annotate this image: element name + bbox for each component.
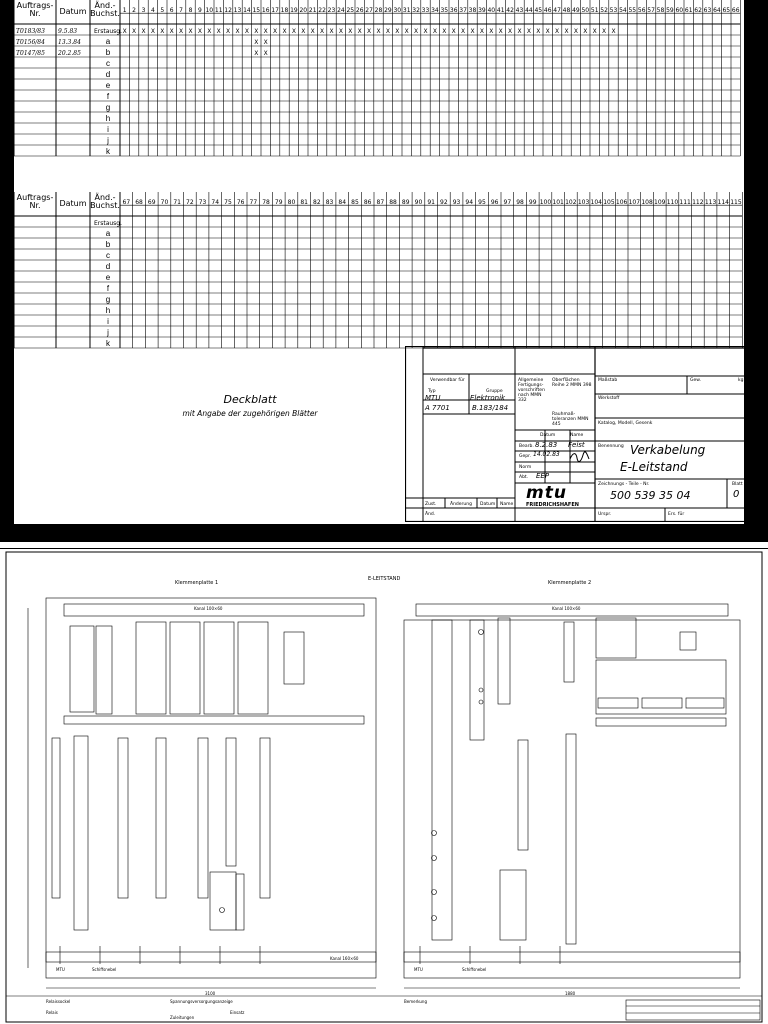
revision-mark: X — [291, 28, 296, 35]
column-number: 40 — [487, 7, 496, 14]
column-number: 71 — [173, 199, 181, 206]
revision-mark: X — [526, 28, 531, 35]
abt-label: Abt. — [519, 475, 529, 480]
dimension-right: 1880 — [565, 991, 576, 996]
column-number: 45 — [534, 7, 543, 14]
datum-col-label: Datum — [540, 433, 556, 438]
column-number: 109 — [654, 199, 666, 206]
scan-border-right — [748, 0, 768, 542]
revision-mark: X — [132, 28, 137, 35]
revision-mark: X — [310, 28, 315, 35]
column-number: 54 — [619, 7, 627, 14]
column-number: 102 — [565, 199, 577, 206]
footnote-1: Relaissockel — [46, 999, 71, 1004]
column-number: 106 — [615, 199, 628, 206]
column-number: 29 — [384, 7, 392, 14]
column-number: 6 — [169, 7, 174, 14]
norm-label: Norm — [519, 465, 532, 470]
revision-mark: X — [263, 28, 268, 35]
column-number: 44 — [525, 7, 533, 14]
column-number: 53 — [609, 7, 618, 14]
column-number: 18 — [280, 7, 289, 14]
revision-mark: X — [367, 28, 372, 35]
column-number: 85 — [351, 199, 359, 206]
column-number: 38 — [468, 7, 477, 14]
column-number: 58 — [656, 7, 665, 14]
revision-mark: X — [423, 28, 428, 35]
column-number: 8 — [188, 7, 193, 14]
column-number: 97 — [503, 199, 512, 206]
column-number: 36 — [449, 7, 458, 14]
header-aend: Änd.- — [94, 1, 116, 10]
row-letter: e — [105, 81, 111, 90]
column-number: 96 — [490, 199, 499, 206]
column-number: 88 — [389, 199, 397, 206]
column-number: 25 — [346, 7, 355, 14]
column-number: 81 — [300, 199, 308, 206]
schiff-label-1: Schiffsnebel — [92, 967, 117, 972]
schiff-label-2: Schiffsnebel — [462, 967, 487, 972]
column-number: 107 — [628, 199, 641, 206]
blatt-value: 0 — [733, 489, 740, 500]
verwendbar-fuer-label: Verwendbar für — [430, 378, 465, 383]
revision-mark: X — [301, 28, 306, 35]
column-number: 63 — [703, 7, 712, 14]
row-letter: j — [107, 136, 109, 145]
header-aend: Änd.- — [94, 193, 116, 202]
wiring-layout-drawing — [0, 548, 768, 1024]
revision-mark: X — [282, 28, 287, 35]
column-number: 17 — [271, 7, 279, 14]
column-number: 113 — [704, 199, 717, 206]
auftrag-number: T0147/85 — [16, 50, 45, 57]
revision-mark: X — [226, 28, 231, 35]
header-nr: Nr. — [29, 9, 41, 18]
column-number: 47 — [553, 7, 561, 14]
revision-mark: X — [508, 28, 513, 35]
column-number: 1 — [122, 7, 127, 14]
benennung-line-1: Verkabelung — [630, 443, 706, 457]
row-letter: c — [106, 59, 110, 68]
revision-mark: X — [451, 28, 456, 35]
header-buchst: Buchst. — [90, 9, 120, 18]
column-number: 11 — [214, 7, 223, 14]
column-number: 104 — [590, 199, 602, 206]
auftrag-date: 20.2.85 — [58, 50, 81, 57]
column-number: 56 — [637, 7, 646, 14]
revision-mark: X — [583, 28, 588, 35]
revision-mark: X — [329, 28, 334, 35]
row-letter: i — [107, 317, 109, 326]
column-number: 90 — [414, 199, 423, 206]
column-number: 86 — [363, 199, 372, 206]
revision-mark: X — [592, 28, 597, 35]
column-number: 103 — [577, 199, 590, 206]
column-number: 87 — [376, 199, 385, 206]
footnote-6: Bemerkung — [404, 999, 428, 1004]
column-number: 12 — [224, 7, 232, 14]
datum-footer-label: Datum — [480, 502, 496, 507]
name-col-label: Name — [570, 433, 584, 438]
column-number: 61 — [684, 7, 693, 14]
auftrag-date: 9.5.83 — [58, 28, 78, 35]
column-number: 72 — [186, 199, 194, 206]
column-number: 59 — [666, 7, 674, 14]
werkstoff-label: Werkstoff — [598, 396, 620, 401]
column-number: 62 — [694, 7, 702, 14]
row-letter: d — [105, 262, 111, 271]
column-number: 13 — [233, 7, 242, 14]
deckblatt-subtitle: mit Angabe der zugehörigen Blätter — [182, 409, 318, 418]
column-number: 98 — [516, 199, 524, 206]
column-number: 110 — [666, 199, 679, 206]
revision-mark: X — [376, 28, 381, 35]
column-number: 22 — [318, 7, 326, 14]
column-number: 5 — [160, 7, 165, 14]
zust-label: Zust. — [425, 502, 437, 507]
column-number: 115 — [730, 199, 742, 206]
column-number: 28 — [374, 7, 383, 14]
column-number: 16 — [261, 7, 270, 14]
allgemeine-label: Allgemeine Fertigungs- vorschriften nach MMN 332 — [518, 378, 545, 403]
column-number: 21 — [308, 7, 317, 14]
revision-mark: X — [611, 28, 616, 35]
column-number: 51 — [590, 7, 599, 14]
column-number: 43 — [515, 7, 524, 14]
row-letter: d — [105, 70, 111, 79]
column-number: 32 — [412, 7, 420, 14]
revision-mark: X — [517, 28, 522, 35]
column-number: 31 — [402, 7, 411, 14]
row-letter: b — [105, 48, 111, 57]
revision-mark: X — [188, 28, 193, 35]
footnote-5: Zuleitungen — [170, 1015, 195, 1020]
row-letter: h — [105, 306, 111, 315]
revision-mark: X — [470, 28, 475, 35]
revision-mark: X — [479, 28, 484, 35]
auftrag-number: T0156/84 — [16, 39, 45, 46]
revision-table-lower — [14, 192, 748, 352]
gruppe-value: Elektronik — [470, 394, 506, 402]
revision-mark: X — [254, 28, 259, 35]
column-number: 91 — [427, 199, 435, 206]
row-letter: h — [105, 114, 111, 123]
panel-title-left: Klemmenplatte 1 — [175, 580, 219, 586]
column-number: 30 — [393, 7, 402, 14]
column-number: 82 — [313, 199, 321, 206]
header-datum: Datum — [59, 7, 87, 16]
column-number: 33 — [421, 7, 430, 14]
panel-title-right: Klemmenplatte 2 — [548, 580, 592, 586]
column-number: 39 — [478, 7, 486, 14]
benennung-line-2: E-Leitstand — [620, 460, 688, 474]
column-number: 64 — [713, 7, 721, 14]
mtu-logo-subtext: FRIEDRICHSHAFEN — [526, 502, 579, 508]
revision-mark: X — [150, 28, 155, 35]
aenderung-label: Änderung — [450, 502, 472, 507]
gewicht-label: Gew. — [690, 378, 701, 383]
massstab-label: Maßstab — [598, 378, 618, 383]
column-number: 73 — [198, 199, 207, 206]
column-number: 105 — [603, 199, 615, 206]
revision-mark: X — [573, 28, 578, 35]
mtu-label-1: MTU — [56, 967, 65, 972]
column-number: 37 — [459, 7, 467, 14]
revision-mark: X — [216, 28, 221, 35]
zeichnungs-label: Zeichnungs - Teile - Nr. — [598, 482, 650, 487]
revision-mark: X — [414, 28, 419, 35]
revision-mark: X — [141, 28, 146, 35]
row-letter: a — [105, 229, 111, 238]
column-number: 70 — [160, 199, 169, 206]
name-footer-label: Name — [500, 502, 514, 507]
abt-value: EEP — [536, 472, 550, 480]
revision-mark: X — [179, 28, 184, 35]
column-number: 10 — [205, 7, 214, 14]
column-number: 99 — [528, 199, 537, 206]
aend-footer-label: Änd. — [425, 512, 436, 517]
revision-mark: X — [254, 39, 259, 46]
revision-mark: X — [432, 28, 437, 35]
benennung-label: Benennung — [598, 444, 624, 449]
row-letter: c — [106, 251, 110, 260]
column-number: 60 — [675, 7, 684, 14]
column-number: 27 — [365, 7, 373, 14]
katalog-label: Katalog, Modell, Gesenk — [598, 421, 653, 426]
revision-mark: X — [442, 28, 447, 35]
row-letter: g — [105, 103, 111, 112]
rauhmass-label: Rauhmaß- toleranzen MMN 445 — [552, 412, 589, 427]
column-number: 2 — [132, 7, 137, 14]
revision-mark: X — [235, 28, 240, 35]
row-letter: Erstausg. — [93, 220, 123, 227]
column-number: 78 — [262, 199, 270, 206]
row-letter: Erstausg. — [93, 28, 123, 35]
auftrag-number: T0183/83 — [16, 28, 45, 35]
column-number: 19 — [290, 7, 298, 14]
column-number: 26 — [355, 7, 364, 14]
column-number: 23 — [327, 7, 336, 14]
column-number: 48 — [562, 7, 571, 14]
column-number: 76 — [236, 199, 245, 206]
mtu-logo-text: mtu — [526, 483, 567, 503]
gepr-signature — [568, 450, 590, 464]
oberflaechen-label: Oberflächen Reihe 2 MMN 398 — [552, 378, 592, 388]
bearb-name: Feist — [568, 441, 585, 449]
header-nr: Nr. — [29, 201, 41, 210]
blatt-label: Blatt — [732, 482, 743, 487]
revision-mark: X — [338, 28, 343, 35]
row-letter: j — [107, 328, 109, 337]
scan-border-bottom — [0, 528, 768, 542]
drawing-linework — [0, 548, 768, 1024]
row-letter: k — [106, 339, 110, 348]
column-number: 100 — [539, 199, 552, 206]
revision-mark: X — [169, 28, 174, 35]
column-number: 67 — [122, 199, 131, 206]
urspr-label: Urspr. — [598, 512, 612, 517]
row-letter: f — [106, 92, 110, 101]
column-number: 92 — [440, 199, 448, 206]
revision-mark: X — [564, 28, 569, 35]
revision-mark: X — [263, 39, 268, 46]
header-buchst: Buchst. — [90, 201, 120, 210]
revision-mark: X — [461, 28, 466, 35]
footnote-2: Relais — [46, 1010, 58, 1015]
column-number: 49 — [572, 7, 580, 14]
column-number: 80 — [287, 199, 296, 206]
ers-label: Ers. für — [668, 512, 685, 517]
column-number: 57 — [647, 7, 655, 14]
column-number: 7 — [179, 7, 184, 14]
revision-mark: X — [357, 28, 362, 35]
header-datum: Datum — [59, 199, 87, 208]
column-number: 65 — [722, 7, 731, 14]
kg-label: kg — [738, 378, 744, 383]
column-number: 41 — [496, 7, 505, 14]
bearb-date: 8.2.83 — [535, 441, 558, 449]
revision-mark: X — [498, 28, 503, 35]
drawing-title-center: E-LEITSTAND — [368, 576, 401, 582]
column-number: 14 — [243, 7, 251, 14]
nr-value: A 7701 — [425, 404, 450, 412]
row-letter: a — [105, 37, 111, 46]
zeichnungs-nr: 500 539 35 04 — [610, 489, 691, 502]
column-number: 111 — [679, 199, 691, 206]
column-number: 24 — [337, 7, 345, 14]
revision-mark: X — [536, 28, 541, 35]
column-number: 101 — [552, 199, 564, 206]
row-letter: e — [105, 273, 111, 282]
column-number: 114 — [717, 199, 729, 206]
channel-label-right: Kanal 100×60 — [552, 606, 581, 611]
revision-mark: X — [489, 28, 494, 35]
column-number: 35 — [440, 7, 449, 14]
gepr-label: Gepr. — [519, 454, 531, 459]
column-number: 68 — [135, 199, 143, 206]
row-letter: k — [106, 147, 110, 156]
dimension-left: 3100 — [205, 991, 216, 996]
revision-mark: X — [602, 28, 607, 35]
column-number: 34 — [431, 7, 439, 14]
column-number: 55 — [628, 7, 637, 14]
column-number: 69 — [147, 199, 156, 206]
revision-mark: X — [545, 28, 550, 35]
footnote-3: Spannungsversorgungsanzeige — [170, 999, 233, 1004]
revision-mark: X — [263, 50, 268, 57]
header-auftrags: Auftrags- — [16, 1, 54, 10]
channel-label-bottom: Kanal 160×60 — [330, 956, 359, 961]
revision-mark: X — [348, 28, 353, 35]
revision-mark: X — [244, 28, 249, 35]
column-number: 84 — [338, 199, 347, 206]
typ-value: MTU — [425, 394, 441, 402]
column-number: 94 — [465, 199, 474, 206]
column-number: 112 — [692, 199, 704, 206]
column-number: 74 — [211, 199, 220, 206]
column-number: 93 — [452, 199, 461, 206]
row-letter: f — [106, 284, 110, 293]
column-number: 89 — [401, 199, 410, 206]
revision-mark: X — [404, 28, 409, 35]
column-number: 79 — [274, 199, 283, 206]
revision-mark: X — [160, 28, 165, 35]
gruppe-nr-value: B.183/184 — [472, 404, 509, 412]
revision-mark: X — [197, 28, 202, 35]
revision-mark: X — [207, 28, 212, 35]
revision-mark: X — [385, 28, 390, 35]
column-number: 77 — [249, 199, 258, 206]
gruppe-label: Gruppe — [486, 389, 503, 394]
header-auftrags: Auftrags- — [16, 193, 54, 202]
column-number: 20 — [299, 7, 308, 14]
column-number: 50 — [581, 7, 590, 14]
column-number: 15 — [252, 7, 261, 14]
column-number: 3 — [141, 7, 146, 14]
column-number: 4 — [150, 7, 155, 14]
revision-mark: X — [273, 28, 278, 35]
deckblatt-title: Deckblatt — [223, 393, 277, 406]
row-letter: b — [105, 240, 111, 249]
bearb-label: Bearb. — [519, 444, 534, 449]
row-letter: g — [105, 295, 111, 304]
column-number: 108 — [641, 199, 653, 206]
revision-mark: X — [122, 28, 127, 35]
auftrag-date: 13.3.84 — [58, 39, 81, 46]
column-number: 95 — [478, 199, 486, 206]
row-letter: i — [107, 125, 109, 134]
footnote-4: Einsatz — [230, 1010, 245, 1015]
column-number: 42 — [506, 7, 514, 14]
mtu-logo — [526, 485, 588, 511]
mtu-label-2: MTU — [414, 967, 423, 972]
revision-mark: X — [254, 50, 259, 57]
column-number: 66 — [731, 7, 740, 14]
column-number: 46 — [543, 7, 552, 14]
column-number: 9 — [197, 7, 202, 14]
revision-table-upper — [14, 0, 748, 162]
column-number: 52 — [600, 7, 608, 14]
channel-label-left: Kanal 100×60 — [194, 606, 223, 611]
revision-mark: X — [395, 28, 400, 35]
scan-border-left — [0, 0, 10, 542]
gepr-date: 14.02.83 — [533, 451, 560, 458]
revision-mark: X — [555, 28, 560, 35]
column-number: 83 — [325, 199, 334, 206]
typ-label: Typ — [428, 389, 436, 394]
revision-mark: X — [320, 28, 325, 35]
column-number: 75 — [224, 199, 232, 206]
